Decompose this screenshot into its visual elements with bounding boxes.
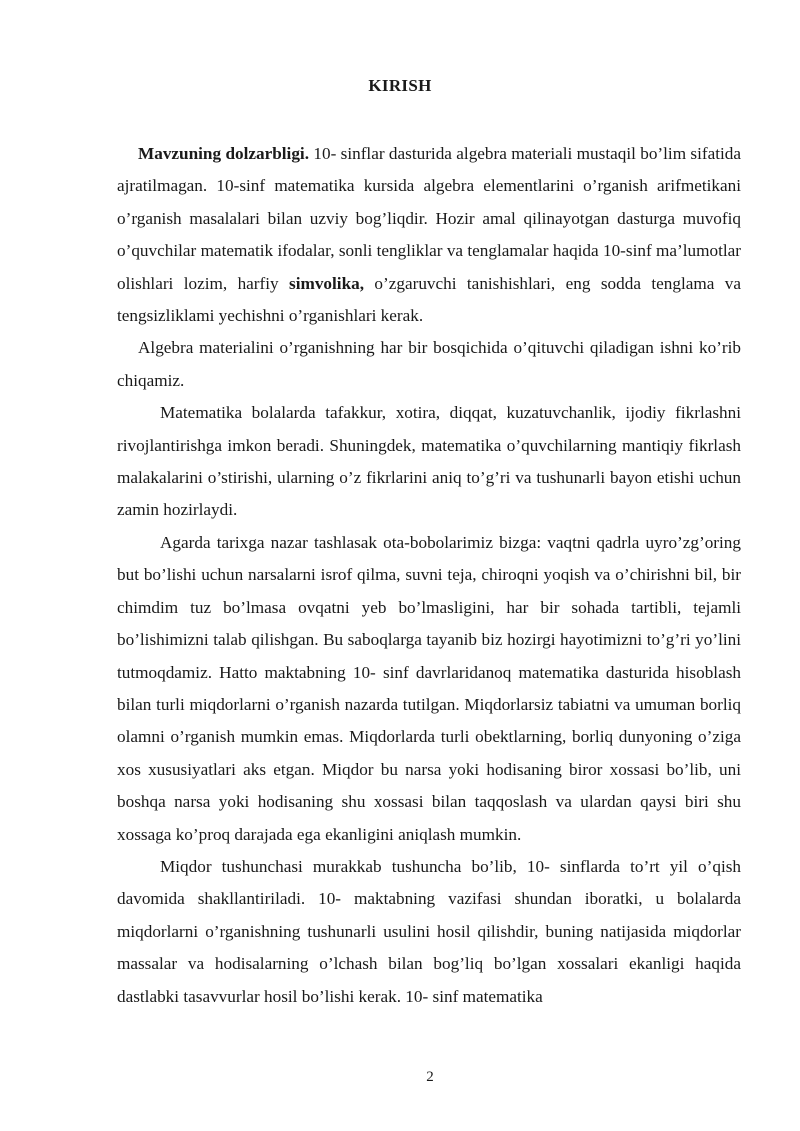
paragraph-relevance xyxy=(117,138,741,332)
paragraph-algebra: Algebra materialini o’rganishning har bir bosqichida o’qituvchi qiladigan ishni ko’rib chiqamiz. xyxy=(117,338,741,390)
page-number: 2 xyxy=(426,1069,434,1085)
page-title: KIRISH xyxy=(368,76,432,95)
emphasis-term: simvolika, xyxy=(289,273,365,293)
paragraph-history: Agarda tarixga nazar tashlasak ota-bobolarimiz bizga: vaqtni qadrla uyro’zg’oring but bo’lishi uchun narsalarni isrof qilma, suvni teja, chiroqni yoqish va o’chirishni bil, bir chimdim tuz bo’lmasa ovqatni yeb bo’lmasligini, har bir sohada tartibli, tejamli bo’lishimizni talab qilishgan. Bu saboqlarga tayanib biz hozirgi hayotimizni to’g’ri yo’lini tutmoqdamiz. Hatto maktabning 10- sinf davrlaridanoq matematika dasturida hisoblash bilan turli miqdorlarni o’rganish nazarda tutilgan. Miqdorlarsiz tabiatni va umuman borliq olamni o’rganish mumkin emas. Miqdorlarda turli obektlarning, borliq dunyoning o’ziga xos xususiyatlari aks etgan. Miqdor bu narsa yoki hodisaning biror xossasi bo’lib, uni boshqa narsa yoki hodisaning shu xossasi bilan taqqoslash va ulardan qaysi biri shu xossaga ko’proq darajada ega ekanligini aniqlash mumkin. xyxy=(117,532,741,844)
paragraph-text: o’zgaruvchi tanishishlari, eng sodda tenglama va tengsizliklami yechishni o’rganishlari kerak. xyxy=(117,273,741,326)
paragraph-quantity: Miqdor tushunchasi murakkab tushuncha bo’lib, 10- sinflarda to’rt yil o’qish davomida shakllantiriladi. 10- maktabning vazifasi shundan iboratki, u bolalarda miqdorlarni o’rganishning tushunarli usulini hosil qilishdir, buning natijasida miqdorlar massalar va hodisalarning o’lchash bilan bog’liq bo’lgan xossalari ekanligi haqida dastlabki tasavvurlar hosil bo’lishi kerak. 10- sinf matematika xyxy=(117,856,741,1006)
paragraph-mathematics: Matematika bolalarda tafakkur, xotira, diqqat, kuzatuvchanlik, ijodiy fikrlashni rivojlantirishga imkon beradi. Shuningdek, matematika o’quvchilarning mantiqiy fikrlash malakalarini o’stirishi, ularning o’z fikrlarini aniq to’g’ri va tushunarli bayon etishi uchun zamin hozirlaydi. xyxy=(117,403,741,520)
relevance-heading: Mavzuning dolzarbligi. xyxy=(138,144,310,163)
paragraph-text: 10- sinflar dasturida algebra materiali mustaqil bo’lim sifatida ajratilmagan. 10-sinf matematika kursida algebra elementlarini o’rganish arifmetikani o’rganish masalalari bilan uzviy bog’liqdir. Hozir amal qilinayotgan dasturga muvofiq o’quvchilar matematik ifodalar, sonli tengliklar va tenglamalar haqida 10-sinf ma’lumotlar olishlari lozim, harfiy xyxy=(117,144,742,293)
document-body xyxy=(117,138,741,1013)
